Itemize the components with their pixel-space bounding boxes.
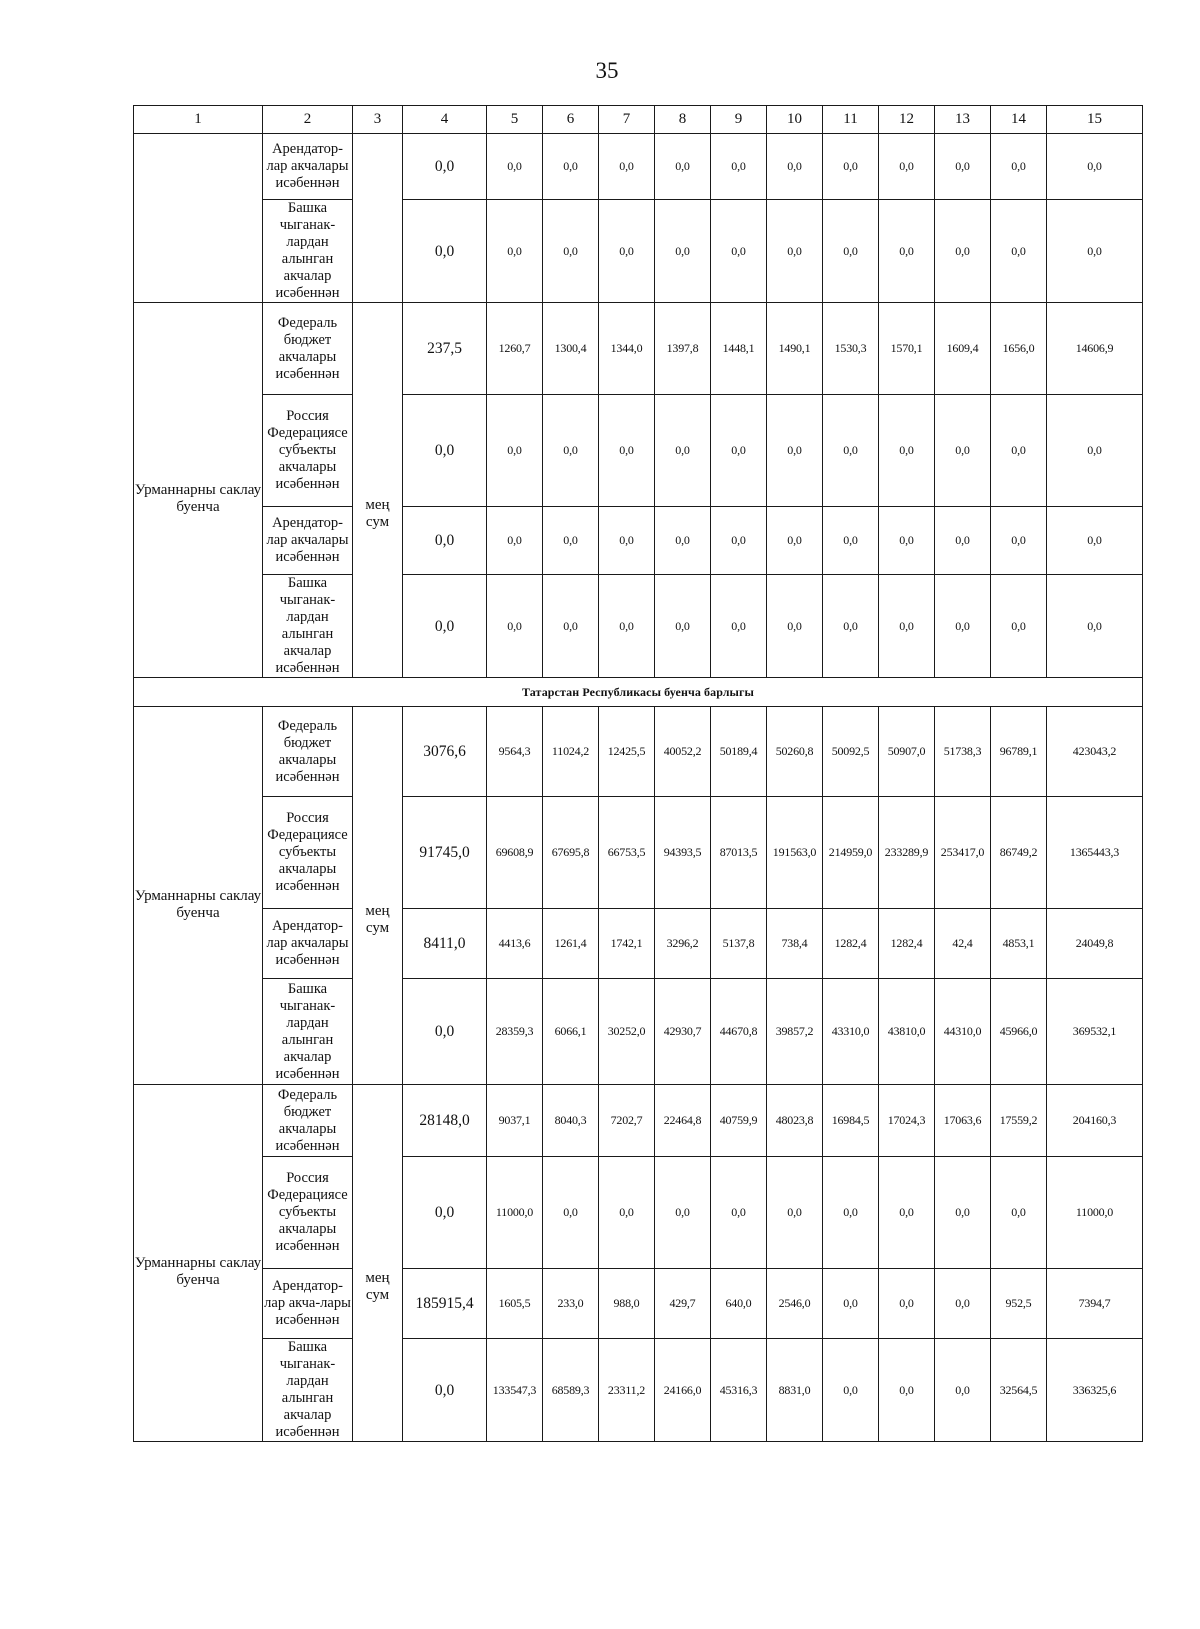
value-cell: 11024,2 — [543, 707, 599, 797]
value-cell: 1282,4 — [823, 909, 879, 979]
value-cell: 0,0 — [1047, 507, 1143, 575]
value-cell-col4: 237,5 — [403, 303, 487, 395]
header-cell: 6 — [543, 106, 599, 134]
value-cell: 0,0 — [879, 1339, 935, 1442]
funding-source-cell: Башка чыганак-лардан алынган акчалар исәбеннән — [263, 1339, 353, 1442]
table-row — [134, 797, 1143, 909]
value-cell: 1605,5 — [487, 1269, 543, 1339]
value-cell: 423043,2 — [1047, 707, 1143, 797]
section-title-cell — [134, 678, 1143, 707]
value-cell: 1365443,3 — [1047, 797, 1143, 909]
value-cell: 0,0 — [935, 395, 991, 507]
value-cell: 8831,0 — [767, 1339, 823, 1442]
header-cell: 9 — [711, 106, 767, 134]
value-cell: 0,0 — [599, 395, 655, 507]
value-cell: 16984,5 — [823, 1085, 879, 1157]
table-row — [134, 979, 1143, 1085]
value-cell: 69608,9 — [487, 797, 543, 909]
value-cell: 48023,8 — [767, 1085, 823, 1157]
value-cell: 39857,2 — [767, 979, 823, 1085]
value-cell: 1300,4 — [543, 303, 599, 395]
value-cell: 0,0 — [991, 575, 1047, 678]
value-cell: 133547,3 — [487, 1339, 543, 1442]
value-cell: 1530,3 — [823, 303, 879, 395]
value-cell: 0,0 — [823, 200, 879, 303]
value-cell: 17559,2 — [991, 1085, 1047, 1157]
value-cell: 0,0 — [543, 200, 599, 303]
funding-source-cell: Россия Федерациясе субъекты акчалары исәбеннән — [263, 797, 353, 909]
funding-source-cell: Федераль бюджет акчалары исәбеннән — [263, 303, 353, 395]
value-cell-col4: 28148,0 — [403, 1085, 487, 1157]
value-cell: 43310,0 — [823, 979, 879, 1085]
value-cell: 0,0 — [767, 134, 823, 200]
table-row — [134, 707, 1143, 797]
value-cell-col4: 91745,0 — [403, 797, 487, 909]
value-cell: 0,0 — [543, 575, 599, 678]
header-cell: 5 — [487, 106, 543, 134]
value-cell: 0,0 — [599, 134, 655, 200]
row-group-label: Урманнарны саклау буенча — [134, 1085, 263, 1442]
value-cell: 87013,5 — [711, 797, 767, 909]
value-cell-col4: 0,0 — [403, 134, 487, 200]
value-cell: 50260,8 — [767, 707, 823, 797]
value-cell: 7202,7 — [599, 1085, 655, 1157]
unit-cell: мең сум — [353, 1085, 403, 1442]
value-cell: 5137,8 — [711, 909, 767, 979]
value-cell-col4: 185915,4 — [403, 1269, 487, 1339]
header-cell: 10 — [767, 106, 823, 134]
value-cell: 0,0 — [599, 507, 655, 575]
value-cell: 45966,0 — [991, 979, 1047, 1085]
value-cell: 0,0 — [767, 200, 823, 303]
value-cell: 0,0 — [1047, 395, 1143, 507]
unit-cell: мең сум — [353, 303, 403, 678]
value-cell: 0,0 — [879, 200, 935, 303]
value-cell: 8040,3 — [543, 1085, 599, 1157]
value-cell: 43810,0 — [879, 979, 935, 1085]
value-cell: 0,0 — [543, 395, 599, 507]
value-cell: 0,0 — [991, 1157, 1047, 1269]
value-cell: 369532,1 — [1047, 979, 1143, 1085]
value-cell: 17063,6 — [935, 1085, 991, 1157]
value-cell: 0,0 — [543, 134, 599, 200]
value-cell: 0,0 — [655, 507, 711, 575]
value-cell: 0,0 — [599, 1157, 655, 1269]
value-cell: 51738,3 — [935, 707, 991, 797]
value-cell: 0,0 — [767, 575, 823, 678]
value-cell: 94393,5 — [655, 797, 711, 909]
value-cell: 0,0 — [991, 200, 1047, 303]
funding-source-cell: Федераль бюджет акчалары исәбеннән — [263, 707, 353, 797]
value-cell: 30252,0 — [599, 979, 655, 1085]
value-cell: 253417,0 — [935, 797, 991, 909]
value-cell: 0,0 — [487, 200, 543, 303]
unit-cell — [353, 134, 403, 303]
value-cell: 0,0 — [599, 575, 655, 678]
value-cell: 66753,5 — [599, 797, 655, 909]
value-cell: 0,0 — [823, 395, 879, 507]
table-row — [134, 1269, 1143, 1339]
value-cell: 50092,5 — [823, 707, 879, 797]
value-cell: 23311,2 — [599, 1339, 655, 1442]
value-cell: 44310,0 — [935, 979, 991, 1085]
value-cell: 0,0 — [487, 134, 543, 200]
value-cell: 0,0 — [1047, 200, 1143, 303]
data-table — [133, 105, 1143, 1442]
value-cell: 28359,3 — [487, 979, 543, 1085]
value-cell: 191563,0 — [767, 797, 823, 909]
value-cell: 4853,1 — [991, 909, 1047, 979]
value-cell: 204160,3 — [1047, 1085, 1143, 1157]
value-cell: 0,0 — [935, 200, 991, 303]
funding-source-cell: Арендатор-лар акчалары исәбеннән — [263, 909, 353, 979]
table-row — [134, 1339, 1143, 1442]
value-cell-col4: 0,0 — [403, 1339, 487, 1442]
value-cell: 1261,4 — [543, 909, 599, 979]
value-cell: 1282,4 — [879, 909, 935, 979]
value-cell: 1448,1 — [711, 303, 767, 395]
value-cell: 96789,1 — [991, 707, 1047, 797]
funding-source-cell: Башка чыганак-лардан алынган акчалар исәбеннән — [263, 200, 353, 303]
value-cell: 233,0 — [543, 1269, 599, 1339]
header-cell: 2 — [263, 106, 353, 134]
header-cell: 14 — [991, 106, 1047, 134]
value-cell: 17024,3 — [879, 1085, 935, 1157]
value-cell: 0,0 — [879, 1157, 935, 1269]
funding-source-cell: Арендатор-лар акчалары исәбеннән — [263, 507, 353, 575]
value-cell: 22464,8 — [655, 1085, 711, 1157]
value-cell: 0,0 — [935, 1339, 991, 1442]
header-cell: 15 — [1047, 106, 1143, 134]
value-cell: 42,4 — [935, 909, 991, 979]
table-row — [134, 575, 1143, 678]
value-cell: 1397,8 — [655, 303, 711, 395]
value-cell-col4: 0,0 — [403, 1157, 487, 1269]
value-cell: 429,7 — [655, 1269, 711, 1339]
value-cell: 0,0 — [655, 395, 711, 507]
value-cell: 640,0 — [711, 1269, 767, 1339]
table-row — [134, 395, 1143, 507]
value-cell: 988,0 — [599, 1269, 655, 1339]
value-cell: 0,0 — [879, 395, 935, 507]
value-cell: 1742,1 — [599, 909, 655, 979]
value-cell: 0,0 — [711, 575, 767, 678]
value-cell-col4: 0,0 — [403, 200, 487, 303]
value-cell: 0,0 — [879, 575, 935, 678]
value-cell: 32564,5 — [991, 1339, 1047, 1442]
value-cell: 0,0 — [879, 507, 935, 575]
value-cell: 0,0 — [935, 134, 991, 200]
value-cell: 3296,2 — [655, 909, 711, 979]
header-cell: 13 — [935, 106, 991, 134]
value-cell: 0,0 — [711, 134, 767, 200]
value-cell: 67695,8 — [543, 797, 599, 909]
value-cell: 0,0 — [487, 575, 543, 678]
value-cell: 0,0 — [767, 395, 823, 507]
funding-source-cell: Федераль бюджет акчалары исәбеннән — [263, 1085, 353, 1157]
value-cell: 6066,1 — [543, 979, 599, 1085]
header-cell: 1 — [134, 106, 263, 134]
value-cell: 4413,6 — [487, 909, 543, 979]
value-cell: 12425,5 — [599, 707, 655, 797]
value-cell: 0,0 — [991, 134, 1047, 200]
value-cell: 40759,9 — [711, 1085, 767, 1157]
value-cell: 0,0 — [711, 200, 767, 303]
funding-source-cell: Арендатор-лар акча-лары исәбеннән — [263, 1269, 353, 1339]
header-cell: 12 — [879, 106, 935, 134]
value-cell: 86749,2 — [991, 797, 1047, 909]
row-group-label: Урманнарны саклау буенча — [134, 303, 263, 678]
value-cell-col4: 8411,0 — [403, 909, 487, 979]
value-cell: 11000,0 — [487, 1157, 543, 1269]
value-cell: 0,0 — [823, 134, 879, 200]
funding-source-cell: Арендатор-лар акчалары исәбеннән — [263, 134, 353, 200]
header-cell: 8 — [655, 106, 711, 134]
value-cell: 9037,1 — [487, 1085, 543, 1157]
value-cell: 0,0 — [711, 395, 767, 507]
value-cell: 0,0 — [711, 1157, 767, 1269]
funding-source-cell: Башка чыганак-лардан алынган акчалар исәбеннән — [263, 575, 353, 678]
value-cell: 9564,3 — [487, 707, 543, 797]
section-title: Татарстан Республикасы буенча барлыгы — [521, 684, 755, 699]
page-number: 35 — [595, 58, 619, 83]
value-cell: 0,0 — [543, 1157, 599, 1269]
value-cell: 40052,2 — [655, 707, 711, 797]
value-cell: 24049,8 — [1047, 909, 1143, 979]
table-row — [134, 200, 1143, 303]
value-cell: 0,0 — [879, 134, 935, 200]
value-cell: 0,0 — [767, 1157, 823, 1269]
value-cell: 0,0 — [711, 507, 767, 575]
value-cell: 0,0 — [1047, 134, 1143, 200]
funding-source-cell: Россия Федерациясе субъекты акчалары исәбеннән — [263, 1157, 353, 1269]
value-cell: 24166,0 — [655, 1339, 711, 1442]
value-cell-col4: 0,0 — [403, 979, 487, 1085]
row-group-label — [134, 134, 263, 303]
value-cell: 0,0 — [767, 507, 823, 575]
table-row — [134, 909, 1143, 979]
value-cell: 1490,1 — [767, 303, 823, 395]
funding-source-cell: Россия Федерациясе субъекты акчалары исәбеннән — [263, 395, 353, 507]
funding-source-cell: Башка чыганак-лардан алынган акчалар исәбеннән — [263, 979, 353, 1085]
value-cell: 50189,4 — [711, 707, 767, 797]
value-cell: 0,0 — [935, 1269, 991, 1339]
value-cell: 0,0 — [655, 134, 711, 200]
value-cell: 0,0 — [487, 507, 543, 575]
value-cell: 0,0 — [823, 507, 879, 575]
value-cell-col4: 0,0 — [403, 575, 487, 678]
row-group-label: Урманнарны саклау буенча — [134, 707, 263, 1085]
value-cell: 1344,0 — [599, 303, 655, 395]
header-cell: 11 — [823, 106, 879, 134]
header-cell: 4 — [403, 106, 487, 134]
value-cell: 0,0 — [991, 395, 1047, 507]
value-cell: 0,0 — [935, 1157, 991, 1269]
value-cell: 7394,7 — [1047, 1269, 1143, 1339]
table-row — [134, 507, 1143, 575]
unit-cell: мең сум — [353, 707, 403, 1085]
section-title-row — [134, 678, 1143, 707]
value-cell: 0,0 — [879, 1269, 935, 1339]
value-cell: 11000,0 — [1047, 1157, 1143, 1269]
value-cell: 233289,9 — [879, 797, 935, 909]
value-cell: 0,0 — [599, 200, 655, 303]
value-cell: 1609,4 — [935, 303, 991, 395]
header-cell: 7 — [599, 106, 655, 134]
value-cell: 0,0 — [823, 1339, 879, 1442]
value-cell: 1656,0 — [991, 303, 1047, 395]
value-cell: 68589,3 — [543, 1339, 599, 1442]
value-cell: 0,0 — [655, 200, 711, 303]
value-cell-col4: 0,0 — [403, 507, 487, 575]
value-cell: 0,0 — [655, 575, 711, 678]
header-row — [134, 106, 1143, 134]
value-cell: 42930,7 — [655, 979, 711, 1085]
value-cell: 0,0 — [487, 395, 543, 507]
value-cell: 0,0 — [1047, 575, 1143, 678]
value-cell: 0,0 — [655, 1157, 711, 1269]
value-cell-col4: 0,0 — [403, 395, 487, 507]
value-cell: 0,0 — [823, 575, 879, 678]
value-cell: 336325,6 — [1047, 1339, 1143, 1442]
value-cell: 214959,0 — [823, 797, 879, 909]
value-cell-col4: 3076,6 — [403, 707, 487, 797]
value-cell: 14606,9 — [1047, 303, 1143, 395]
value-cell: 0,0 — [823, 1157, 879, 1269]
table-row — [134, 1085, 1143, 1157]
value-cell: 0,0 — [991, 507, 1047, 575]
value-cell: 0,0 — [935, 507, 991, 575]
value-cell: 44670,8 — [711, 979, 767, 1085]
value-cell: 2546,0 — [767, 1269, 823, 1339]
value-cell: 50907,0 — [879, 707, 935, 797]
value-cell: 0,0 — [543, 507, 599, 575]
header-cell: 3 — [353, 106, 403, 134]
table-row — [134, 303, 1143, 395]
value-cell: 952,5 — [991, 1269, 1047, 1339]
value-cell: 1570,1 — [879, 303, 935, 395]
value-cell: 738,4 — [767, 909, 823, 979]
table-row — [134, 1157, 1143, 1269]
table-row — [134, 134, 1143, 200]
value-cell: 0,0 — [823, 1269, 879, 1339]
value-cell: 0,0 — [935, 575, 991, 678]
value-cell: 1260,7 — [487, 303, 543, 395]
value-cell: 45316,3 — [711, 1339, 767, 1442]
